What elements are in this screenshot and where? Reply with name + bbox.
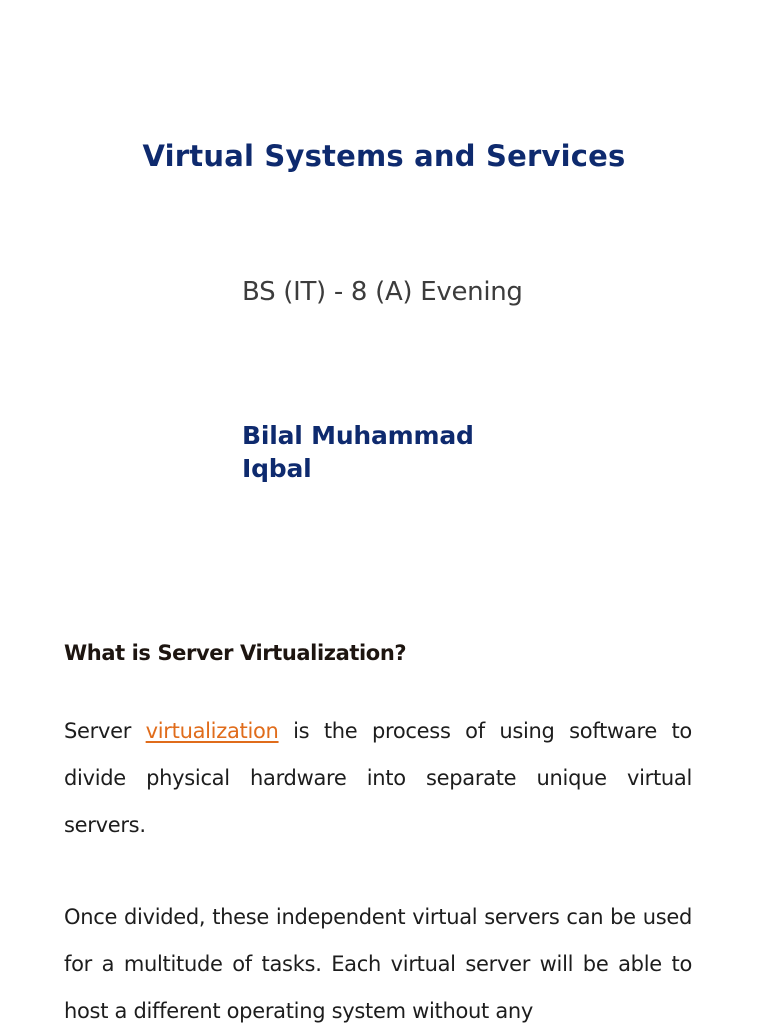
- paragraph-text-before-link: Server: [64, 719, 146, 743]
- paragraph-server-virtualization: [64, 708, 692, 849]
- author-name: Bilal Muhammad Iqbal: [242, 421, 474, 483]
- section-heading: What is Server Virtualization?: [64, 641, 407, 665]
- document-title: Virtual Systems and Services: [142, 139, 626, 173]
- paragraph-virtual-servers: Once divided, these independent virtual servers can be used for a multitude of tasks. Each virtual server will be able to host a different operating system without any: [64, 905, 692, 1023]
- virtualization-link[interactable]: virtualization: [145, 719, 279, 743]
- paragraph-text-after-link: is the process of using software to divide physical hardware into separate unique virtual servers.: [64, 719, 692, 837]
- class-line: BS (IT) - 8 (A) Evening: [242, 277, 523, 307]
